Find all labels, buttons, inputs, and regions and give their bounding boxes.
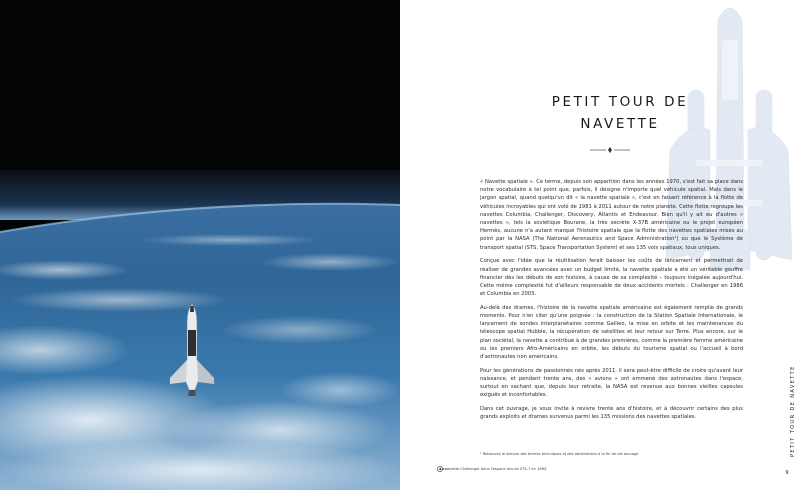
ornament-divider-icon [590, 146, 630, 154]
body-text [480, 178, 743, 427]
paragraph-5: Dans cet ouvrage, je vous invite à revivre trente ans d'histoire, et à découvrir certains des plus grands exploits et drames survenus parmi les 135 missions des navettes spatiales. [480, 406, 743, 421]
title-line-1: PETIT TOUR DE [551, 94, 689, 110]
paragraph-4: Pour les générations de passionnés nés après 2011, il sera peut-être difficile de croire qu'avant leur naissance, et pendant trente ans, des « avions » ont emmené des astronautes dans l'espace, surtout en sachant que, depuis leur retraite, la NASA est revenue aux bonnes vieilles capsules exiguës et inconfortables. [480, 367, 743, 399]
page-number: 9 [785, 470, 789, 476]
running-head [781, 365, 796, 462]
title-line-2: NAVETTE [580, 116, 660, 132]
footnote: ¹ Retrouvez le lexique des termes techniques et des abréviations à la fin de cet ouvrage [480, 452, 639, 456]
text-page [400, 0, 800, 490]
paragraph-1: « Navette spatiale ». Ce terme, depuis son apparition dans les années 1970, s'est fait sa place dans notre vocabulaire à tel point que, parfois, il désigne n'importe quel véhicule spatial. Mais dans le jargon spatial, quand quelqu'un dit « la navette spatiale », c'est en faisant référence à la flotte de véhicules incroyables qui ont volé de 1981 à 2011 autour de notre planète. Cette flotte regroupe les navettes Columbia, Challenger, Discovery, Atlantis et Endeavour. Bien qu'il y ait eu d'autres « navettes », tels la soviétique Bourane, la très secrète X-37B américaine ou le projet européen Hermès, aucune n'a autant marqué l'histoire spatiale que la flotte des navettes spatiales mises au point par la NASA (The National Aeronautics and Space Administration¹) ou que le Système de transport spatial (STS, Space Transportation System) et ses 135 vols spatiaux, tous uniques. [480, 179, 743, 251]
photo-caption: La navette Challenger dans l'espace lors de STS-7 en 1983. [440, 467, 548, 471]
paragraph-3: Au-delà des drames, l'histoire de la navette spatiale américaine est également remplie de grands moments. Pour n'en citer qu'une poignée : la construction de la Station Spatiale Internationale, le lancement de sondes interplanétaires comme Galileo, la mise en orbite et les maintenances du télescope spatial Hubble, la récupération de satellites et leur retour sur Terre. Plus encore, sur le plan sociétal, la navette a contribué à de grandes premières, comme la première femme américaine ou les premiers Afro-Américains en orbite, les débuts du tourisme spatial ou l'accueil à bord d'astronautes non américains. [480, 304, 743, 361]
running-head-text: PETIT TOUR DE NAVETTE [790, 365, 796, 457]
paragraph-2: Conçue avec l'idée que la réutilisation ferait baisser les coûts de lancement et permettrait de réaliser de grandes avancées avec un budget limité, la navette spatiale a été un véritable gouffre financier dès les débuts de son histoire, à cause de sa complexité – toujours inégalée aujourd'hui. Cette même complexité fut d'ailleurs responsable de deux accidents mortels : Challenger en 1986 et Columbia en 2003. [480, 258, 743, 298]
page-title [520, 91, 720, 135]
